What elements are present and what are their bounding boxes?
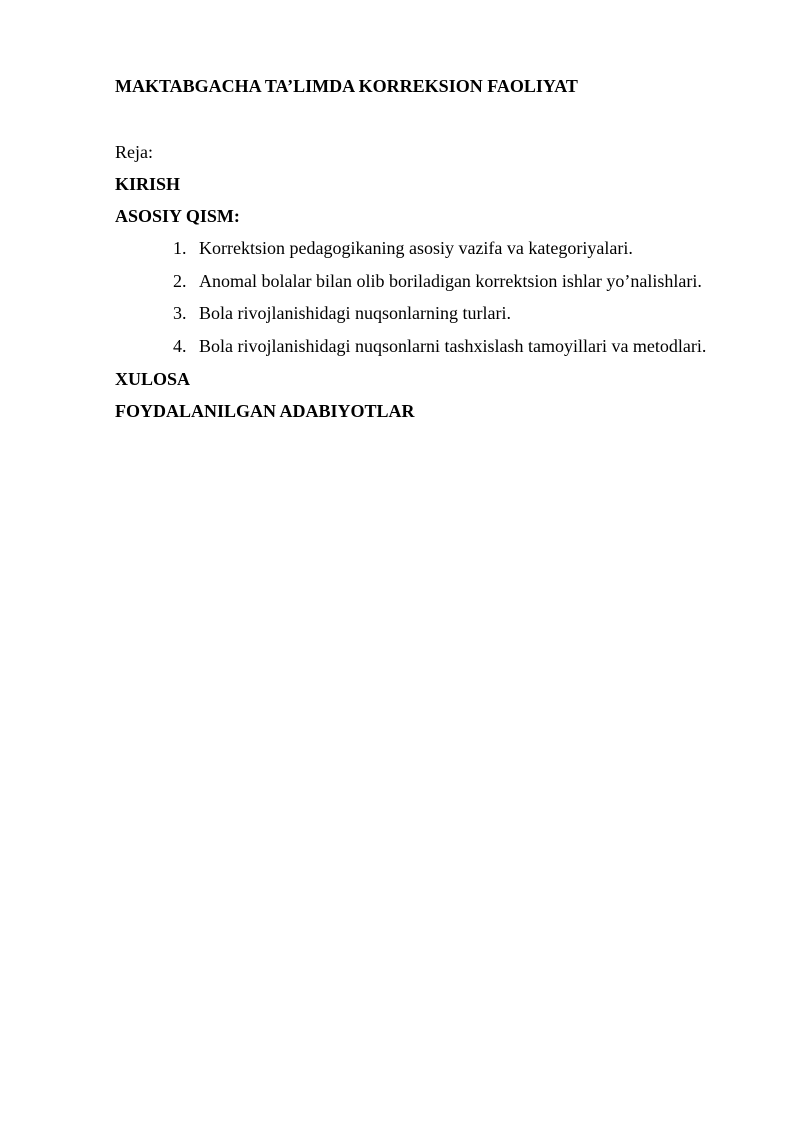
list-item-number: 2. [173, 270, 187, 291]
list-item-text: Bola rivojlanishidagi nuqsonlarning turlari. [199, 303, 511, 323]
list-item [173, 303, 706, 336]
main-items-list [173, 238, 706, 368]
section-main: ASOSIY QISM: [115, 206, 240, 226]
list-item-number: 1. [173, 238, 187, 258]
list-item-text: Bola rivojlanishidagi nuqsonlarni tashxislash tamoyillari va metodlari. [199, 335, 707, 356]
list-item-text: Anomal bolalar bilan olib boriladigan korrektsion ishlar yo’nalishlari. [199, 270, 702, 291]
list-item [173, 336, 706, 369]
list-item [173, 271, 706, 304]
section-conclusion: XULOSA [115, 369, 191, 389]
list-item-number: 3. [173, 303, 187, 323]
document-title: MAKTABGACHA TA’LIMDA KORREKSION FAOLIYAT [115, 76, 578, 96]
list-item [173, 238, 706, 271]
plan-label: Reja: [115, 142, 153, 162]
section-references: FOYDALANILGAN ADABIYOTLAR [115, 401, 415, 421]
list-item-text: Korrektsion pedagogikaning asosiy vazifa va kategoriyalari. [199, 238, 633, 258]
list-item-number: 4. [173, 335, 187, 356]
section-intro: KIRISH [115, 174, 181, 194]
